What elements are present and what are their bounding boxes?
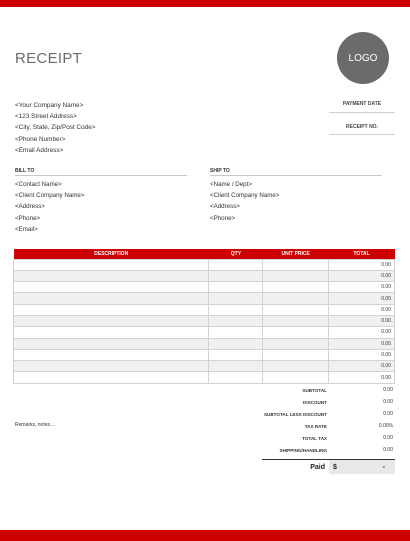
ship-to-name: <Name / Dept> <box>210 181 252 188</box>
cell-unit-price[interactable] <box>263 315 329 326</box>
cell-qty[interactable] <box>209 282 263 293</box>
table-row <box>14 304 395 315</box>
cell-unit-price[interactable] <box>263 361 329 372</box>
company-logo <box>337 32 389 84</box>
totals-label: SHIPPING/HANDLING <box>279 447 327 453</box>
header-qty: QTY <box>209 249 263 259</box>
paid-row <box>200 460 395 474</box>
header-total: TOTAL <box>329 249 395 259</box>
top-accent-bar <box>0 0 410 7</box>
bill-to-contact: <Contact Name> <box>15 181 62 188</box>
ship-to-address: <Address> <box>210 203 240 211</box>
cell-qty[interactable] <box>209 327 263 338</box>
header-unit-price: UNIT PRICE <box>263 249 329 259</box>
cell-total[interactable]: 0.00 <box>329 327 395 338</box>
cell-total[interactable]: 0.00 <box>329 259 395 270</box>
totals-label: SUBTOTAL <box>302 387 327 393</box>
bill-to-company: <Client Company Name> <box>15 192 85 200</box>
bill-to-email: <Email> <box>15 225 38 233</box>
paid-amount-box[interactable] <box>329 460 395 474</box>
line-items-table <box>13 249 395 384</box>
cell-qty[interactable] <box>209 361 263 372</box>
cell-qty[interactable] <box>209 372 263 383</box>
totals-value[interactable]: 0.00 <box>383 447 393 453</box>
cell-total[interactable]: 0.00 <box>329 293 395 304</box>
cell-description[interactable] <box>14 372 209 383</box>
totals-row <box>200 384 395 396</box>
company-city: <City, State, Zip/Post Code> <box>15 124 96 132</box>
cell-unit-price[interactable] <box>263 327 329 338</box>
table-row <box>14 372 395 383</box>
cell-description[interactable] <box>14 349 209 360</box>
cell-unit-price[interactable] <box>263 259 329 270</box>
remarks-notes[interactable]: Remarks, notes.... <box>15 422 56 428</box>
table-header-row <box>14 249 395 259</box>
company-name: <Your Company Name> <box>15 102 84 109</box>
bill-to-divider <box>15 175 187 176</box>
cell-description[interactable] <box>14 259 209 270</box>
totals-value[interactable]: 0.00 <box>383 399 393 405</box>
table-row <box>14 327 395 338</box>
bottom-accent-bar <box>0 530 410 541</box>
totals-row <box>200 420 395 432</box>
cell-qty[interactable] <box>209 315 263 326</box>
table-row <box>14 282 395 293</box>
ship-to-divider <box>210 175 382 176</box>
table-row <box>14 293 395 304</box>
totals-section <box>200 384 395 460</box>
cell-qty[interactable] <box>209 293 263 304</box>
cell-total[interactable]: 0.00 <box>329 304 395 315</box>
totals-label: TOTAL TAX <box>302 435 327 441</box>
ship-to-section <box>210 167 382 224</box>
cell-unit-price[interactable] <box>263 293 329 304</box>
totals-value[interactable]: 0.00 <box>383 411 393 417</box>
cell-qty[interactable] <box>209 270 263 281</box>
ship-to-company: <Client Company Name> <box>210 192 280 200</box>
cell-total[interactable]: 0.00 <box>329 315 395 326</box>
paid-currency: $ <box>333 463 337 471</box>
logo-text: LOGO <box>348 52 378 64</box>
cell-total[interactable]: 0.00 <box>329 361 395 372</box>
paid-label: Paid <box>310 463 325 471</box>
company-info <box>15 100 96 156</box>
cell-unit-price[interactable] <box>263 270 329 281</box>
cell-unit-price[interactable] <box>263 304 329 315</box>
table-row <box>14 338 395 349</box>
cell-total[interactable]: 0.00 <box>329 282 395 293</box>
receipt-no-label: RECEIPT NO. <box>346 124 378 130</box>
bill-to-address: <Address> <box>15 203 45 211</box>
cell-qty[interactable] <box>209 338 263 349</box>
bill-to-phone: <Phone> <box>15 214 41 222</box>
table-row <box>14 259 395 270</box>
cell-unit-price[interactable] <box>263 282 329 293</box>
table-row <box>14 349 395 360</box>
header-description: DESCRIPTION <box>14 249 209 259</box>
cell-description[interactable] <box>14 315 209 326</box>
bill-to-label: BILL TO <box>15 168 35 174</box>
cell-total[interactable]: 0.00 <box>329 270 395 281</box>
document-title: RECEIPT <box>15 50 83 67</box>
totals-value[interactable]: 0.00 <box>383 435 393 441</box>
cell-description[interactable] <box>14 304 209 315</box>
bill-to-section <box>15 167 187 235</box>
totals-value[interactable]: 0.00 <box>383 387 393 393</box>
totals-label: SUBTOTAL LESS DISCOUNT <box>263 411 327 417</box>
cell-unit-price[interactable] <box>263 338 329 349</box>
cell-description[interactable] <box>14 270 209 281</box>
company-email: <Email Address> <box>15 146 64 154</box>
cell-unit-price[interactable] <box>263 349 329 360</box>
paid-amount: - <box>382 463 385 471</box>
table-body <box>14 259 395 383</box>
totals-row <box>200 432 395 444</box>
totals-value[interactable]: 0.00% <box>378 423 393 429</box>
cell-total[interactable]: 0.00 <box>329 338 395 349</box>
payment-date-label: PAYMENT DATE <box>342 101 382 107</box>
totals-row <box>200 408 395 420</box>
table-row <box>14 315 395 326</box>
company-street: <123 Street Address> <box>15 113 77 121</box>
ship-to-phone: <Phone> <box>210 214 236 222</box>
cell-total[interactable]: 0.00 <box>329 349 395 360</box>
cell-qty[interactable] <box>209 349 263 360</box>
receipt-no-field[interactable] <box>329 134 395 135</box>
cell-description[interactable] <box>14 338 209 349</box>
table-row <box>14 270 395 281</box>
cell-description[interactable] <box>14 282 209 293</box>
totals-row <box>200 396 395 408</box>
cell-total[interactable]: 0.00 <box>329 372 395 383</box>
ship-to-label: SHIP TO <box>210 168 230 174</box>
company-phone: <Phone Number> <box>15 135 66 143</box>
cell-description[interactable] <box>14 293 209 304</box>
cell-qty[interactable] <box>209 259 263 270</box>
payment-date-field[interactable] <box>329 112 395 113</box>
cell-description[interactable] <box>14 361 209 372</box>
cell-description[interactable] <box>14 327 209 338</box>
totals-label: TAX RATE <box>304 423 327 429</box>
totals-label: DISCOUNT <box>303 399 327 405</box>
cell-qty[interactable] <box>209 304 263 315</box>
table-row <box>14 361 395 372</box>
totals-row <box>200 444 395 456</box>
cell-unit-price[interactable] <box>263 372 329 383</box>
